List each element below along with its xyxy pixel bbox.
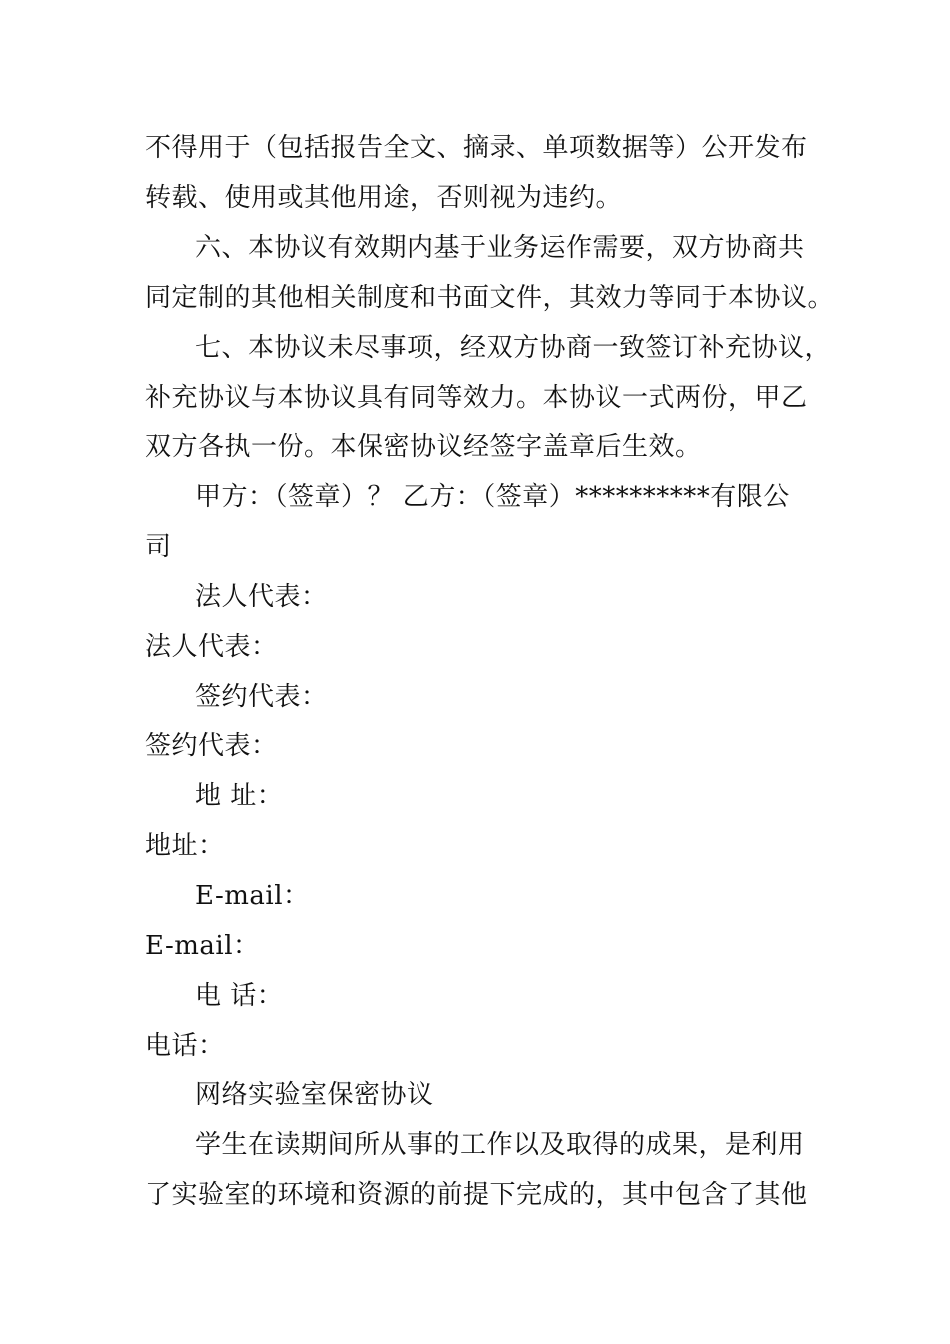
paragraph-line: 双方各执一份。本保密协议经签字盖章后生效。: [145, 432, 702, 462]
signature-parties-line: 司: [145, 532, 172, 562]
phone-party-b: 电话：: [145, 1031, 225, 1061]
email-party-a: E-mail：: [195, 881, 310, 911]
paragraph-line: 转载、使用或其他用途，否则视为违约。: [145, 183, 623, 213]
legal-rep-party-a: 法人代表：: [195, 582, 328, 612]
paragraph-line: 学生在读期间所从事的工作以及取得的成果，是利用: [195, 1130, 805, 1160]
section-title: 网络实验室保密协议: [195, 1080, 434, 1110]
address-party-a: 地 址：: [195, 781, 284, 811]
clause-seven-line: 七、本协议未尽事项，经双方协商一致签订补充协议，: [195, 333, 832, 363]
paragraph-line: 不得用于（包括报告全文、摘录、单项数据等）公开发布: [145, 133, 808, 163]
clause-six-line: 六、本协议有效期内基于业务运作需要，双方协商共: [195, 233, 805, 263]
legal-rep-party-b: 法人代表：: [145, 632, 278, 662]
paragraph-line: 了实验室的环境和资源的前提下完成的，其中包含了其他: [145, 1180, 808, 1210]
signing-rep-party-b: 签约代表：: [145, 731, 278, 761]
paragraph-line: 同定制的其他相关制度和书面文件，其效力等同于本协议。: [145, 283, 835, 313]
address-party-b: 地址：: [145, 831, 225, 861]
email-party-b: E-mail：: [145, 931, 260, 961]
phone-party-a: 电 话：: [195, 981, 284, 1011]
paragraph-line: 补充协议与本协议具有同等效力。本协议一式两份，甲乙: [145, 383, 808, 413]
signing-rep-party-a: 签约代表：: [195, 682, 328, 712]
signature-parties-line: 甲方：（签章）？ 乙方：（签章）**********有限公: [195, 482, 790, 512]
